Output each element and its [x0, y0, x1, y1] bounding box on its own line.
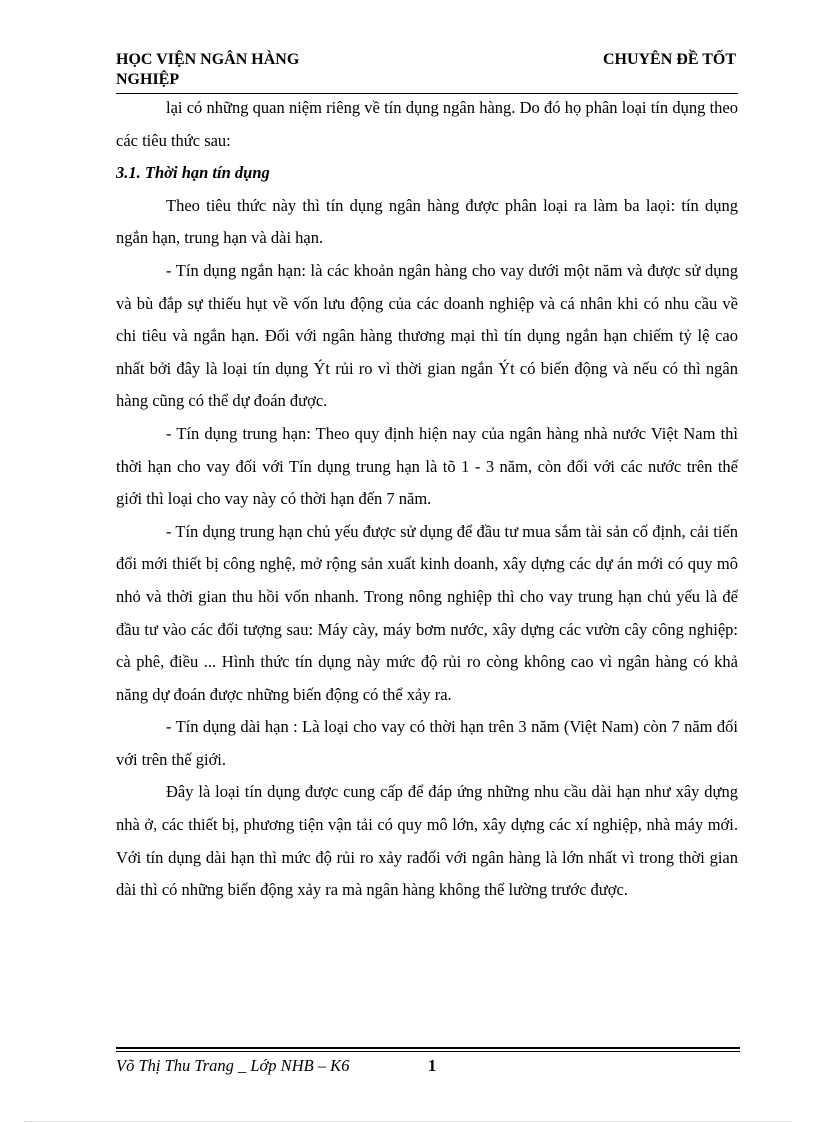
- paragraph-short-term: - Tín dụng ngắn hạn: là các khoản ngân hàng cho vay dưới một năm và được sử dụng và bù đắp sự thiếu hụt về vốn lưu động của các doanh nghiệp và cá nhân khi có nhu cầu về chi tiêu và ngắn hạn. Đối với ngân hàng thương mại thì tín dụng ngắn hạn chiếm tỷ lệ cao nhất bởi đây là loại tín dụng Ýt rủi ro vì thời gian ngắn Ýt có biến động và nếu có thì ngân hàng cũng có thể dự đoán được.: [116, 260, 738, 411]
- page-number: 1: [428, 1056, 437, 1075]
- section-heading: 3.1. Thời hạn tín dụng: [116, 163, 270, 183]
- header-title: CHUYÊN ĐỀ TỐT: [602, 51, 736, 68]
- paragraph-medium-term-usage: - Tín dụng trung hạn chủ yếu được sử dụng để đầu tư mua sắm tài sản cố định, cải tiến đổi mới thiết bị công nghệ, mở rộng sản xuất kinh doanh, xây dựng các dự án mới có quy mô nhỏ và thời gian thu hồi vốn nhanh. Trong nông nghiệp thì cho vay trung hạn chủ yếu là để đầu tư vào các đối tượng sau: Máy cày, máy bơm nước, xây dựng các vườn cây công nghiệp: cà phê, điều ... Hình thức tín dụng này mức độ rủi ro còng không cao vì ngân hàng có khả năng dự đoán được những biến động có thể xảy ra.: [116, 521, 738, 704]
- paragraph-long-term-usage: Đây là loại tín dụng được cung cấp để đáp ứng những nhu cầu dài hạn như xây dựng nhà ở, các thiết bị, phương tiện vận tải có quy mô lớn, xây dựng các xí nghiệp, nhà máy mới. Với tín dụng dài hạn thì mức độ rủi ro xảy rađối với ngân hàng là lớn nhất vì trong thời gian dài thì có những biến động xảy ra mà ngân hàng không thể lường trước được.: [116, 782, 738, 900]
- document-body: [116, 92, 738, 907]
- footer-divider-thick: [116, 1047, 740, 1049]
- paragraph-intro: lại có những quan niệm riêng về tín dụng ngân hàng. Do đó họ phân loại tín dụng theo các tiêu thức sau:: [116, 98, 738, 150]
- page-header: [116, 50, 738, 94]
- paragraph-long-term: - Tín dụng dài hạn : Là loại cho vay có thời hạn trên 3 năm (Việt Nam) còn 7 năm đối với trên thế giới.: [116, 717, 738, 769]
- page-edge: [24, 1121, 792, 1122]
- footer-author: Võ Thị Thu Trang _ Lớp NHB – K6: [116, 1056, 350, 1075]
- paragraph-classification: Theo tiêu thức này thì tín dụng ngân hàng được phân loại ra làm ba laọi: tín dụng ngắn hạn, trung hạn và dài hạn.: [116, 195, 738, 248]
- footer-divider-thin: [116, 1051, 740, 1052]
- header-institution: HỌC VIỆN NGÂN HÀNG: [116, 51, 300, 68]
- header-title-wrap: NGHIỆP: [116, 71, 180, 88]
- paragraph-medium-term: - Tín dụng trung hạn: Theo quy định hiện nay của ngân hàng nhà nước Việt Nam thì thời hạn cho vay đối với Tín dụng trung hạn là tõ 1 - 3 năm, còn đối với các nước trên thế giới thì loại cho vay này có thời hạn đến 7 năm.: [116, 423, 738, 509]
